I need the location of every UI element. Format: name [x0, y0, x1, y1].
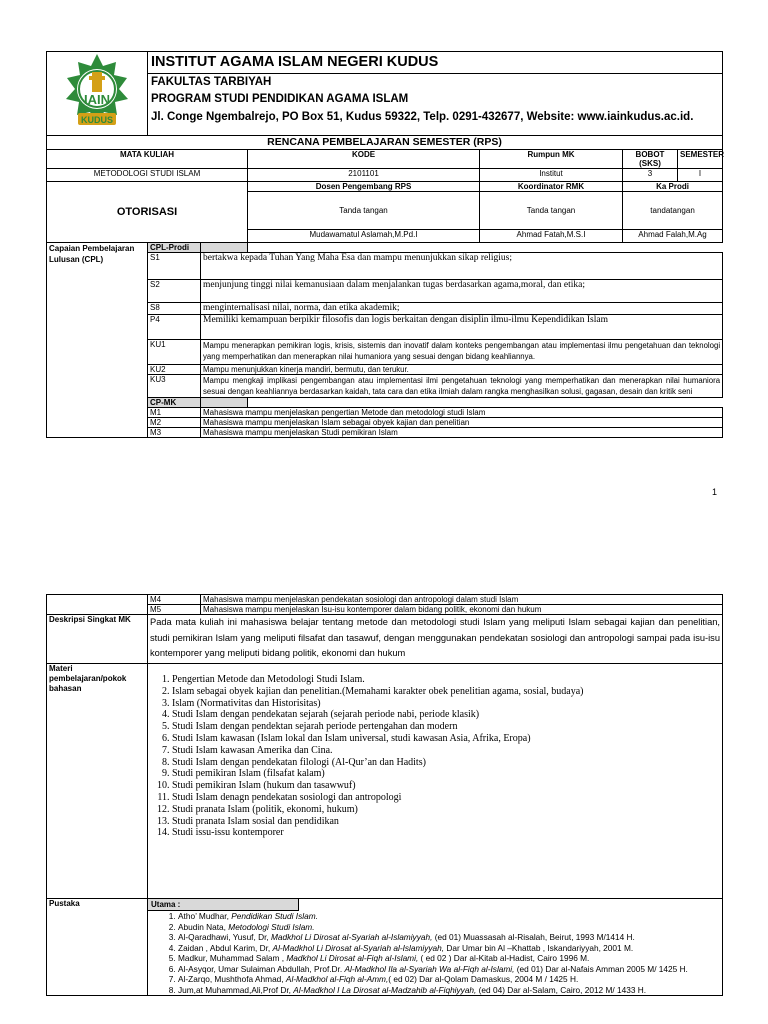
course-header: Rumpun MK	[480, 150, 623, 169]
course-header: BOBOT (SKS)	[623, 150, 678, 169]
course-header: MATA KULIAH	[47, 150, 248, 169]
svg-text:IAIN: IAIN	[84, 92, 110, 107]
deskripsi-text: Pada mata kuliah ini mahasiswa belajar tentang metode dan metodologi studi Islam yang meliputi Islam sebagai kajian dan penelitian, studi pemikiran Islam yang meliputi filsafat dan tasawuf, dengan menggunakan pendekatan sosiologi dan antropologi sampai pada isu-isu kontemporer yang meliputi bidang politik, ekonomi dan hukum	[148, 615, 723, 664]
materi-item: 10. Studi pemikiran Islam (hukum dan tasawwuf)	[172, 780, 720, 792]
cpmk-text: Mahasiswa mampu menjelaskan Islam sebagai obyek kajian dan penelitian	[201, 418, 723, 428]
cpl-code: KU3	[148, 375, 201, 398]
materi-item: 14. Studi issu-issu kontemporer	[172, 827, 720, 839]
cpmk-code: M5	[148, 605, 201, 615]
rps-header-table	[46, 51, 723, 438]
signature-field: Tanda tangan	[480, 192, 623, 230]
materi-item: 7. Studi Islam kawasan Amerika dan Cina.	[172, 745, 720, 757]
course-header: SEMESTER	[678, 150, 723, 169]
svg-text:KUDUS: KUDUS	[80, 115, 114, 125]
deskripsi-label: Deskripsi Singkat MK	[47, 615, 148, 664]
faculty-name: FAKULTAS TARBIYAH	[148, 73, 723, 91]
cpl-code: KU2	[148, 365, 201, 375]
cpmk-code: M4	[148, 595, 201, 605]
pustaka-item: 1. Atho’ Mudhar, Pendidikan Studi Islam.	[178, 911, 718, 922]
materi-item: 3. Islam (Normativitas dan Historisitas)	[172, 698, 720, 710]
materi-item: 13. Studi pranata Islam sosial dan pendidikan	[172, 816, 720, 828]
institution-name: INSTITUT AGAMA ISLAM NEGERI KUDUS	[148, 52, 723, 74]
signatory-name: Ahmad Falah,M.Ag	[623, 230, 723, 243]
signature-field: tandatangan	[623, 192, 723, 230]
program-name: PROGRAM STUDI PENDIDIKAN AGAMA ISLAM	[148, 91, 723, 109]
cpl-text: menginternalisasi nilai, norma, dan etika akademik;	[201, 303, 723, 315]
signatory-name: Mudawamatul Aslamah,M.Pd.I	[248, 230, 480, 243]
pustaka-item: 3. Al-Qaradhawi, Yusuf, Dr, Madkhol Li Dirosat al-Syariah al-Islamiyyah, (ed 01) Muassasah al-Risalah, Beirut, 1993 M/1414 H.	[178, 932, 718, 943]
materi-item: 12. Studi pranata Islam (politik, ekonomi, hukum)	[172, 804, 720, 816]
pustaka-cell	[148, 899, 723, 996]
materi-item: 1. Pengertian Metode dan Metodologi Studi Islam.	[172, 674, 720, 686]
utama-label: Utama :	[148, 899, 299, 911]
course-value: METODOLOGI STUDI ISLAM	[47, 169, 248, 182]
rps-content-table	[46, 594, 723, 996]
otorisasi-header: Koordinator RMK	[480, 182, 623, 192]
cpmk-label: CP-MK	[148, 398, 201, 408]
materi-label: Materi pembelajaran/pokok bahasan	[47, 664, 148, 899]
page-number: 1	[712, 487, 718, 497]
cpl-code: S8	[148, 303, 201, 315]
cpmk-code: M1	[148, 408, 201, 418]
rps-title: RENCANA PEMBELAJARAN SEMESTER (RPS)	[47, 136, 723, 150]
pustaka-item: 6. Al-Asyqor, Umar Sulaiman Abdullah, Prof.Dr. Al-Madkhol Ila al-Syariah Wa al-Fiqh al-Islami, (ed 01) Dar al-Nafais Amman 2005 M/ 1425 H.	[178, 964, 718, 975]
institution-address: Jl. Conge Ngembalrejo, PO Box 51, Kudus 59322, Telp. 0291-432677, Website: www.iainkudus.ac.id.	[148, 109, 723, 135]
pustaka-item: 8. Jum,at Muhammad,Ali,Prof Dr, Al-Madkhol I La Dirosat al-Madzahib al-Fiqhiyyah, (ed 04) Dar al-Salam, Cairo, 2012 M/ 1433 H.	[178, 985, 718, 996]
materi-item: 9. Studi pemikiran Islam (filsafat kalam)	[172, 768, 720, 780]
otorisasi-header: Ka Prodi	[623, 182, 723, 192]
pustaka-item: 7. Al-Zarqo, Mushthofa Ahmad, Al-Madkhol al-Fiqh al-Amm,( ed 02) Dar al-Qolam Damaskus, 2004 M / 1425 H.	[178, 974, 718, 985]
iain-kudus-logo	[58, 52, 136, 130]
cpl-text: menjunjung tinggi nilai kemanusiaan dalam menjalankan tugas berdasarkan agama,moral, dan etika;	[201, 280, 723, 303]
materi-list	[150, 674, 720, 839]
materi-item: 8. Studi Islam dengan pendekatan filologi (Al-Qur’an dan Hadits)	[172, 757, 720, 769]
cpmk-text: Mahasiswa mampu menjelaskan Isu-isu kontemporer dalam bidang politik, ekonomi dan hukum	[201, 605, 723, 615]
cpmk-text: Mahasiswa mampu menjelaskan Studi pemikiran Islam	[201, 428, 723, 438]
course-value: 3	[623, 169, 678, 182]
course-value: Institut	[480, 169, 623, 182]
otorisasi-label: OTORISASI	[47, 182, 248, 243]
course-value: I	[678, 169, 723, 182]
pustaka-label: Pustaka	[47, 899, 148, 996]
cpl-code: KU1	[148, 340, 201, 365]
cpmk-code: M3	[148, 428, 201, 438]
materi-item: 4. Studi Islam dengan pendekatan sejarah (sejarah periode nabi, periode klasik)	[172, 709, 720, 721]
logo-cell	[47, 52, 148, 136]
cpl-text: Mampu menerapkan pemikiran logis, krisis, sistemis dan inovatif dalam konteks pengembangan atau implementasi ilmu pengetahuan dan teknologi yang memperhatikan dan menerapkan nilai humaniora yang sesuai dengan bidang keahliannya.	[201, 340, 723, 365]
cpl-code: S1	[148, 253, 201, 280]
cpl-label: Capaian Pembelajaran Lulusan (CPL)	[47, 243, 148, 438]
cpl-text: Mampu menunjukkan kinerja mandiri, bermutu, dan terukur.	[201, 365, 723, 375]
cpl-prodi-label: CPL-Prodi	[148, 243, 201, 253]
cpmk-text: Mahasiswa mampu menjelaskan pendekatan sosiologi dan antropologi dalam studi Islam	[201, 595, 723, 605]
signatory-name: Ahmad Fatah,M.S.I	[480, 230, 623, 243]
cpl-code: S2	[148, 280, 201, 303]
course-header: KODE	[248, 150, 480, 169]
otorisasi-header: Dosen Pengembang RPS	[248, 182, 480, 192]
cpmk-code: M2	[148, 418, 201, 428]
materi-item: 11. Studi Islam denagn pendekatan sosiologi dan antropologi	[172, 792, 720, 804]
pustaka-item: 4. Zaidan , Abdul Karim, Dr, Al-Madkhol Li Dirosat al-Syariah al-Islamiyyah, Dar Umar bin Al –Khattab , Iskandariyyah, 2001 M.	[178, 943, 718, 954]
cpmk-text: Mahasiswa mampu menjelaskan pengertian Metode dan metodologi studi Islam	[201, 408, 723, 418]
pustaka-list	[148, 911, 722, 995]
cpl-text: Memiliki kemampuan berpikir filosofis dan logis berkaitan dengan disiplin ilmu-ilmu Kependidikan Islam	[201, 315, 723, 340]
materi-item: 6. Studi Islam kawasan (Islam lokal dan Islam universal, studi kawasan Asia, Afrika, Eropa)	[172, 733, 720, 745]
pustaka-item: 2. Abudin Nata, Metodologi Studi Islam.	[178, 922, 718, 933]
materi-item: 5. Studi Islam dengan pendektan sejarah periode pertengahan dan modern	[172, 721, 720, 733]
signature-field: Tanda tangan	[248, 192, 480, 230]
materi-item: 2. Islam sebagai obyek kajian dan penelitian.(Memahami karakter obek penelitian agama, sosial, budaya)	[172, 686, 720, 698]
course-value: 2101101	[248, 169, 480, 182]
cpl-text: bertakwa kepada Tuhan Yang Maha Esa dan mampu menunjukkan sikap religius;	[201, 253, 723, 280]
materi-cell	[148, 664, 723, 899]
cpl-text: Mampu mengkaji implikasi pengembangan atau implementasi ilmi pengetahuan teknologi yang memperhatikan dan menerapkan nilai humaniora sesuai dengan keahliannya berdasarkan kaidah, tata cara dan etika ilmiah dalam rangka menghasilkan solusi, gagasan, desain dan kritik seni	[201, 375, 723, 398]
cpl-code: P4	[148, 315, 201, 340]
pustaka-item: 5. Madkur, Muhammad Salam , Madkhol Li Dirosat al-Fiqh al-Islami, ( ed 02 ) Dar al-Kitab al-Hadist, Cairo 1996 M.	[178, 953, 718, 964]
